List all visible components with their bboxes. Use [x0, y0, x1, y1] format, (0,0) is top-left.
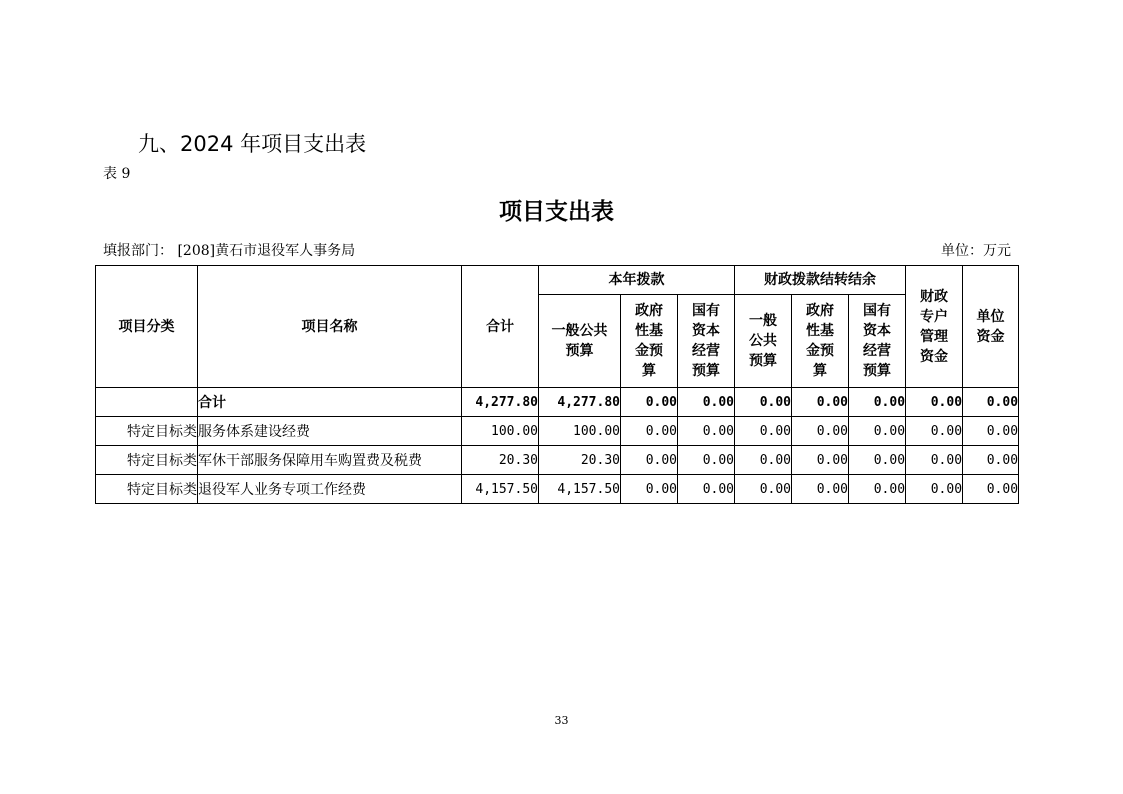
header-line: 预算	[692, 363, 720, 379]
project-expenditure-table	[95, 265, 1019, 504]
header-line: 性基	[635, 323, 663, 339]
table-cell: 0.00	[849, 417, 906, 446]
table-cell: 0.00	[963, 446, 1019, 475]
table-cell: 0.00	[849, 446, 906, 475]
row-project-name: 服务体系建设经费	[198, 417, 462, 446]
table-cell: 0.00	[906, 475, 963, 504]
section-title: 九、2024 年项目支出表	[138, 132, 367, 156]
table-row	[96, 417, 1019, 446]
page-number: 33	[554, 714, 569, 727]
table-cell: 0.00	[963, 388, 1019, 417]
header-line: 性基	[806, 323, 834, 339]
row-project-name: 军休干部服务保障用车购置费及税费	[198, 446, 462, 475]
table-cell: 0.00	[849, 388, 906, 417]
table-cell: 0.00	[792, 475, 849, 504]
table-cell: 4,157.50	[462, 475, 539, 504]
table-cell: 0.00	[621, 417, 678, 446]
header-line: 资本	[863, 323, 892, 339]
header-line: 财政	[920, 288, 949, 305]
header-general-budget	[539, 295, 621, 388]
row-project-name: 退役军人业务专项工作经费	[198, 475, 462, 504]
header-line: 专户	[920, 308, 949, 325]
table-cell: 0.00	[735, 388, 792, 417]
header-line: 算	[642, 363, 656, 379]
page-title: 项目支出表	[499, 199, 614, 225]
table-cell: 0.00	[906, 388, 963, 417]
header-line: 国有	[863, 303, 892, 319]
header-line: 管理	[920, 328, 949, 345]
header-line: 预算	[749, 353, 777, 369]
header-project-name: 项目名称	[198, 266, 462, 388]
row-category: 特定目标类	[96, 417, 198, 446]
header-total: 合计	[462, 266, 539, 388]
header-line: 一般公共预算	[551, 323, 608, 359]
header-line: 经营	[692, 343, 720, 359]
table-number: 表 9	[103, 166, 131, 182]
header-unit-funds	[963, 266, 1019, 388]
table-cell: 0.00	[849, 475, 906, 504]
header-current-year-group: 本年拨款	[539, 266, 735, 295]
header-category: 项目分类	[96, 266, 198, 388]
header-carry-general	[735, 295, 792, 388]
table-cell: 0.00	[792, 388, 849, 417]
table-row	[96, 446, 1019, 475]
header-carryover-group: 财政拨款结转结余	[735, 266, 906, 295]
header-line: 国有	[692, 303, 720, 319]
table-cell	[96, 388, 198, 417]
table-cell: 0.00	[678, 388, 735, 417]
table-cell: 0.00	[735, 417, 792, 446]
table-cell: 4,277.80	[462, 388, 539, 417]
fill-info-row	[103, 240, 1011, 262]
table-cell: 0.00	[792, 446, 849, 475]
table-row	[96, 475, 1019, 504]
header-line: 金预	[806, 343, 834, 359]
header-carry-state-capital	[849, 295, 906, 388]
header-line: 资金	[976, 328, 1005, 345]
header-line: 公共	[749, 333, 777, 349]
header-line: 政府	[635, 303, 663, 319]
table-cell: 0.00	[735, 446, 792, 475]
header-line: 资本	[692, 323, 720, 339]
table-cell: 0.00	[678, 475, 735, 504]
header-state-capital	[678, 295, 735, 388]
table-cell: 100.00	[539, 417, 621, 446]
header-line: 单位	[976, 308, 1005, 325]
row-category: 特定目标类	[96, 446, 198, 475]
row-category: 特定目标类	[96, 475, 198, 504]
fill-department: 填报部门： [208]黄石市退役军人事务局	[103, 243, 356, 259]
table-row-total	[96, 388, 1019, 417]
table-cell: 20.30	[539, 446, 621, 475]
unit-label: 单位：万元	[941, 243, 1011, 259]
table-cell: 0.00	[792, 417, 849, 446]
table-cell: 0.00	[735, 475, 792, 504]
table-cell: 20.30	[462, 446, 539, 475]
header-line: 资金	[920, 348, 949, 365]
table-cell: 0.00	[906, 446, 963, 475]
header-special-account	[906, 266, 963, 388]
table-cell: 4,277.80	[539, 388, 621, 417]
header-line: 金预	[635, 343, 663, 359]
table-cell: 0.00	[963, 475, 1019, 504]
table-cell: 0.00	[678, 446, 735, 475]
table-cell: 100.00	[462, 417, 539, 446]
header-line: 经营	[863, 343, 892, 359]
table-cell: 0.00	[906, 417, 963, 446]
header-line: 预算	[863, 363, 892, 379]
header-line: 政府	[806, 303, 834, 319]
table-cell: 4,157.50	[539, 475, 621, 504]
header-line: 算	[813, 363, 827, 379]
total-label: 合计	[198, 388, 462, 417]
header-gov-fund	[621, 295, 678, 388]
header-carry-gov-fund	[792, 295, 849, 388]
table-cell: 0.00	[621, 446, 678, 475]
table-cell: 0.00	[678, 417, 735, 446]
table-cell: 0.00	[621, 475, 678, 504]
header-line: 一般	[749, 313, 777, 329]
table-cell: 0.00	[621, 388, 678, 417]
table-cell: 0.00	[963, 417, 1019, 446]
